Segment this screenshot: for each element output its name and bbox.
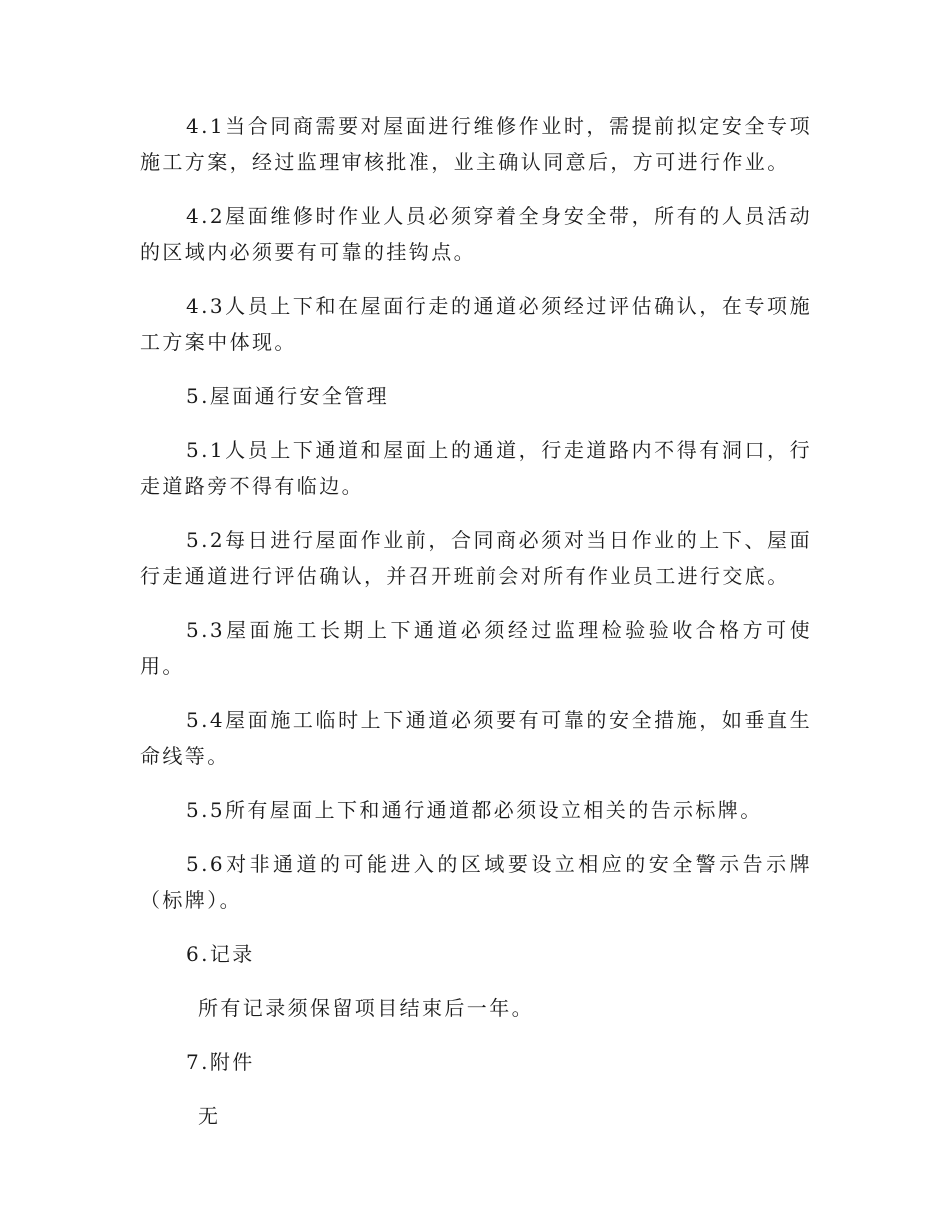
paragraph-attachments: 无 — [198, 1104, 221, 1128]
section-heading-6: 6.记录 — [186, 942, 255, 966]
paragraph-records: 所有记录须保留项目结束后一年。 — [198, 996, 534, 1020]
paragraph-5-2: 5.2每日进行屋面作业前，合同商必须对当日作业的上下、屋面行走通道进行评估确认，并召开班前会对所有作业员工进行交底。 — [140, 528, 812, 588]
document-page — [140, 108, 812, 1152]
section-heading-7: 7.附件 — [186, 1050, 255, 1074]
paragraph-5-1: 5.1人员上下通道和屋面上的通道，行走道路内不得有洞口，行走道路旁不得有临边。 — [140, 438, 812, 498]
paragraph-4-2: 4.2屋面维修时作业人员必须穿着全身安全带，所有的人员活动的区域内必须要有可靠的挂钩点。 — [140, 204, 812, 264]
paragraph-5-3: 5.3屋面施工长期上下通道必须经过监理检验验收合格方可使用。 — [140, 618, 812, 678]
section-heading-5: 5.屋面通行安全管理 — [186, 384, 390, 408]
paragraph-4-3: 4.3人员上下和在屋面行走的通道必须经过评估确认，在专项施工方案中体现。 — [140, 294, 812, 354]
paragraph-5-6: 5.6对非通道的可能进入的区域要设立相应的安全警示告示牌（标牌）。 — [140, 852, 812, 912]
paragraph-4-1: 4.1当合同商需要对屋面进行维修作业时，需提前拟定安全专项施工方案，经过监理审核批准，业主确认同意后，方可进行作业。 — [140, 114, 812, 174]
paragraph-5-5: 5.5所有屋面上下和通行通道都必须设立相关的告示标牌。 — [186, 798, 763, 822]
paragraph-5-4: 5.4屋面施工临时上下通道必须要有可靠的安全措施，如垂直生命线等。 — [140, 708, 812, 768]
